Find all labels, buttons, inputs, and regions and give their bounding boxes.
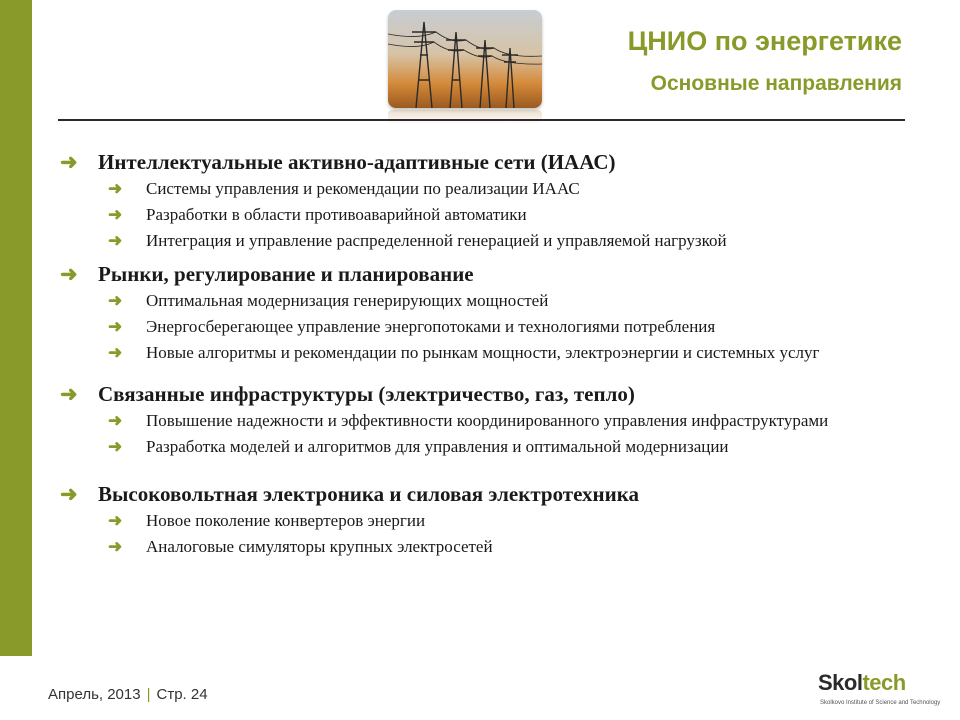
logo-main-text: Skol [818, 670, 863, 695]
heading-text: Интеллектуальные активно-адаптивные сети (ИААС) [98, 150, 616, 174]
header-divider [58, 119, 905, 121]
section-heading [60, 260, 920, 288]
arrow-right-icon: ➜ [60, 482, 78, 506]
item-text: Интеграция и управление распределенной генерацией и управляемой нагрузкой [146, 231, 727, 250]
item-text: Разработка моделей и алгоритмов для управления и оптимальной модернизации [146, 437, 729, 456]
power-lines-photo [388, 10, 542, 108]
item-text: Энергосберегающее управление энергопотоками и технологиями потребления [146, 317, 716, 336]
footer [48, 686, 208, 703]
list-item [108, 508, 920, 534]
item-text: Новые алгоритмы и рекомендации по рынкам мощности, электроэнергии и системных услуг [146, 343, 820, 362]
footer-date: Апрель, 2013 [48, 686, 141, 703]
heading-text: Связанные инфраструктуры (электричество, газ, тепло) [98, 382, 635, 406]
arrow-right-icon: ➜ [60, 150, 78, 174]
heading-text: Высоковольтная электроника и силовая электротехника [98, 482, 639, 506]
arrow-right-icon: ➜ [108, 291, 123, 310]
footer-separator: | [146, 686, 151, 703]
item-text: Аналоговые симуляторы крупных электросетей [146, 537, 493, 556]
section-heading [60, 480, 920, 508]
section-power-electronics [60, 480, 920, 560]
arrow-right-icon: ➜ [108, 511, 123, 530]
section-markets [60, 260, 920, 366]
arrow-right-icon: ➜ [108, 231, 123, 250]
item-text: Новое поколение конвертеров энергии [146, 511, 426, 530]
left-accent-bar [0, 0, 32, 656]
list-item [108, 288, 920, 314]
list-item [108, 228, 920, 254]
photo-reflection [388, 110, 542, 124]
list-item [108, 408, 920, 434]
page-number: Стр. 24 [156, 686, 208, 703]
section-infrastructures [60, 380, 920, 460]
arrow-right-icon: ➜ [108, 411, 123, 430]
item-text: Повышение надежности и эффективности координированного управления инфраструктурами [146, 411, 829, 430]
arrow-right-icon: ➜ [108, 537, 123, 556]
list-item [108, 534, 920, 560]
section-heading [60, 380, 920, 408]
arrow-right-icon: ➜ [108, 205, 123, 224]
arrow-right-icon: ➜ [60, 262, 78, 286]
section-smart-grids [60, 148, 920, 254]
list-item [108, 434, 920, 460]
arrow-right-icon: ➜ [108, 437, 123, 456]
logo-tagline: Skolkovo Institute of Science and Technology [820, 700, 941, 706]
list-item [108, 340, 920, 366]
heading-text: Рынки, регулирование и планирование [98, 262, 474, 286]
item-text: Оптимальная модернизация генерирующих мощностей [146, 291, 549, 310]
logo-accent-text: tech [862, 670, 906, 695]
arrow-right-icon: ➜ [108, 343, 123, 362]
list-item [108, 202, 920, 228]
item-text: Разработки в области противоаварийной автоматики [146, 205, 527, 224]
arrow-right-icon: ➜ [60, 382, 78, 406]
page-title: ЦНИО по энергетике [627, 26, 902, 56]
list-item [108, 176, 920, 202]
list-item [108, 314, 920, 340]
logo-wordmark [818, 670, 906, 696]
section-heading [60, 148, 920, 176]
arrow-right-icon: ➜ [108, 179, 123, 198]
item-text: Системы управления и рекомендации по реализации ИААС [146, 179, 580, 198]
content-area [60, 148, 920, 566]
skoltech-logo [818, 668, 941, 714]
page-subtitle: Основные направления [650, 72, 902, 95]
arrow-right-icon: ➜ [108, 317, 123, 336]
